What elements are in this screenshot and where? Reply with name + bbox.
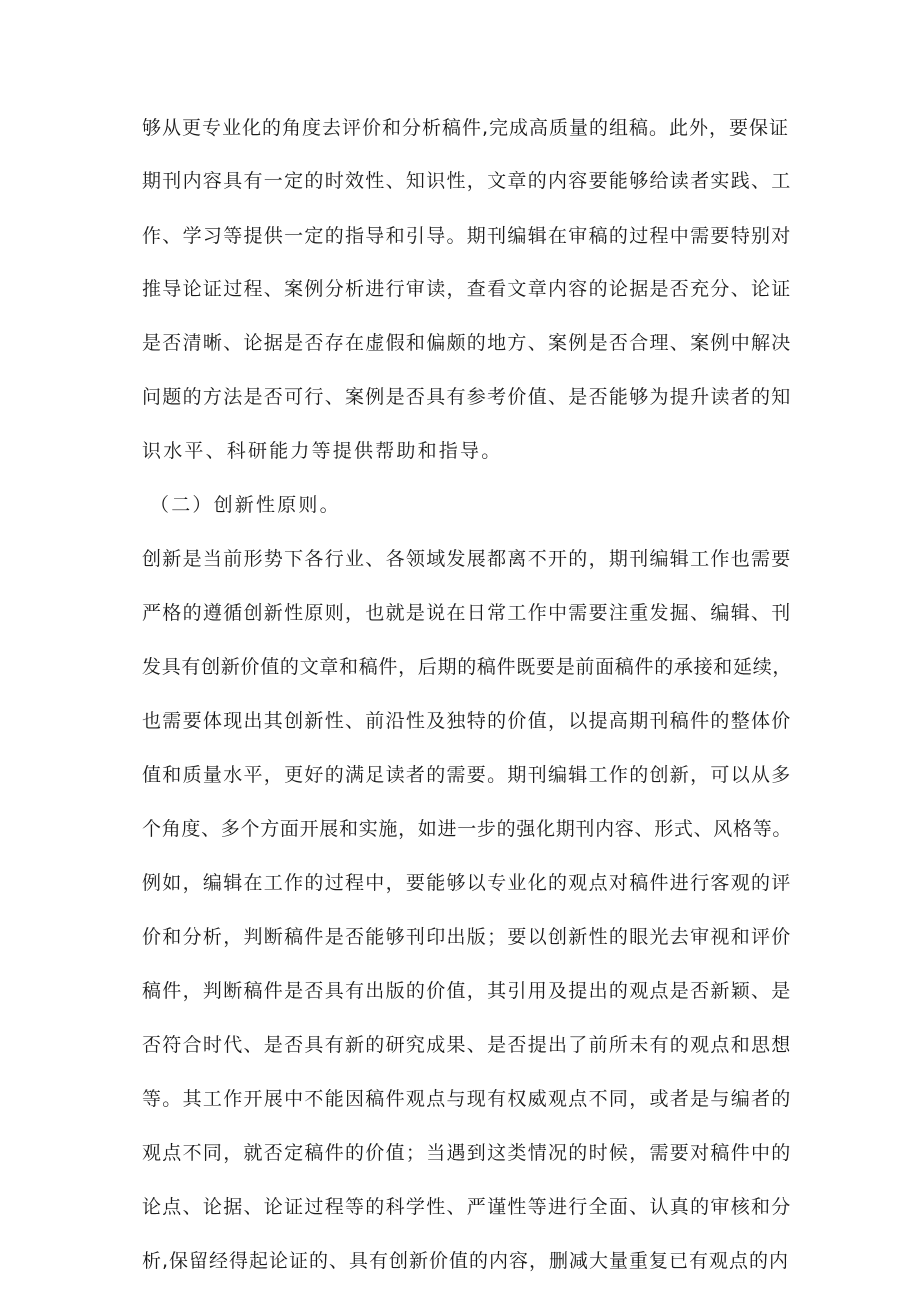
text-line: 作、学习等提供一定的指导和引导。期刊编辑在审稿的过程中需要特别对 <box>142 225 792 247</box>
text-line: 个角度、多个方面开展和实施，如进一步的强化期刊内容、形式、风格等。 <box>142 818 793 840</box>
text-line: 发具有创新价值的文章和稿件，后期的稿件既要是前面稿件的承接和延续， <box>142 656 793 678</box>
text-line: 值和质量水平，更好的满足读者的需要。期刊编辑工作的创新，可以从多 <box>142 764 792 786</box>
text-line: 例如，编辑在工作的过程中，要能够以专业化的观点对稿件进行客观的评 <box>142 872 792 894</box>
text-line: 严格的遵循创新性原则，也就是说在日常工作中需要注重发掘、编辑、刊 <box>142 602 792 624</box>
text-line: 是否清晰、论据是否存在虚假和偏颇的地方、案例是否合理、案例中解决 <box>142 332 792 354</box>
text-line: 析,保留经得起论证的、具有创新价值的内容，删减大量重复已有观点的内 <box>142 1250 790 1272</box>
text-line: 论点、论据、论证过程等的科学性、严谨性等进行全面、认真的审核和分 <box>142 1196 792 1218</box>
text-line: 识水平、科研能力等提供帮助和指导。 <box>142 440 503 462</box>
section-heading: （二）创新性原则。 <box>150 494 341 516</box>
text-line: 否符合时代、是否具有新的研究成果、是否提出了前所未有的观点和思想 <box>142 1034 792 1056</box>
text-line: 也需要体现出其创新性、前沿性及独特的价值，以提高期刊稿件的整体价 <box>142 710 792 732</box>
text-line: 创新是当前形势下各行业、各领域发展都离不开的，期刊编辑工作也需要 <box>142 548 792 570</box>
text-line: 够从更专业化的角度去评价和分析稿件,完成高质量的组稿。此外，要保证 <box>142 117 790 139</box>
text-line: 推导论证过程、案例分析进行审读，查看文章内容的论据是否充分、论证 <box>142 278 792 300</box>
text-line: 观点不同，就否定稿件的价值；当遇到这类情况的时候，需要对稿件中的 <box>142 1142 792 1164</box>
text-line: 问题的方法是否可行、案例是否具有参考价值、是否能够为提升读者的知 <box>142 386 792 408</box>
text-line: 等。其工作开展中不能因稿件观点与现有权威观点不同，或者是与编者的 <box>142 1088 792 1110</box>
text-line: 期刊内容具有一定的时效性、知识性，文章的内容要能够给读者实践、工 <box>142 170 792 192</box>
text-line: 稿件，判断稿件是否具有出版的价值，其引用及提出的观点是否新颖、是 <box>142 980 792 1002</box>
text-line: 价和分析，判断稿件是否能够刊印出版；要以创新性的眼光去审视和评价 <box>142 926 792 948</box>
